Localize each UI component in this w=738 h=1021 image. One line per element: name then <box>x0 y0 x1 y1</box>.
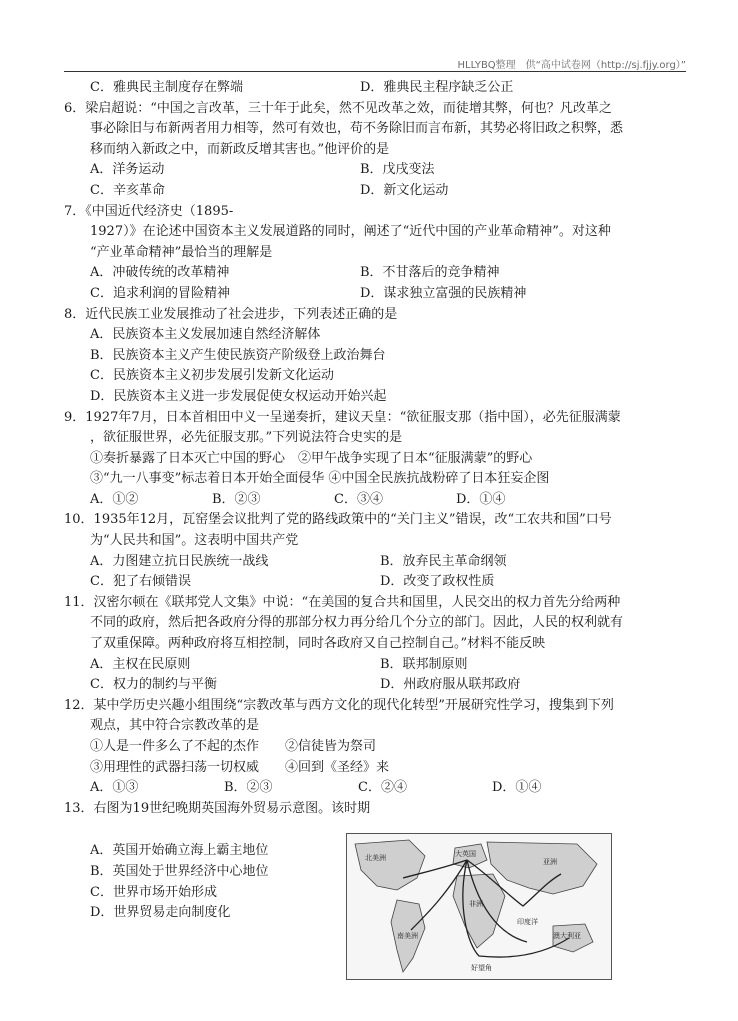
q11-stem-line: 11．汉密尔顿在《联邦党人文集》中说：“在美国的复合共和国里，人民交出的权力首先分给两种 <box>64 594 621 610</box>
question-6 <box>64 99 686 202</box>
q9-statements: ①奏折暴露了日本灭亡中国的野心 ②甲午战争实现了日本“征服满蒙”的野心 <box>90 450 533 466</box>
map-label-asia: 亚洲 <box>543 858 557 867</box>
map-label-north-america: 北美洲 <box>365 854 386 863</box>
q11-option-c: C．权力的制约与平衡 <box>90 677 217 693</box>
north-america-shape <box>355 840 425 890</box>
q6-option-b: B．戊戌变法 <box>360 162 435 178</box>
q7-stem-line: “产业革命精神”最恰当的理解是 <box>90 244 273 260</box>
q9-statements: ③“九一八事变”标志着日本开始全面侵华 ④中国全民族抗战粉碎了日本狂妄企图 <box>90 471 550 487</box>
q10-option-c: C．犯了右倾错误 <box>90 574 191 590</box>
map-label-cape-good-hope: 好望角 <box>471 964 492 973</box>
q13-option-a: A．英国开始确立海上霸主地位 <box>90 843 269 859</box>
trade-map-figure <box>346 833 612 980</box>
asia-shape <box>487 842 597 894</box>
q8-option-b: B．民族资本主义产生使民族资产阶级登上政治舞台 <box>90 347 386 363</box>
q5-option-c: C．雅典民主制度存在弊端 <box>90 80 243 95</box>
map-label-australia: 澳大利亚 <box>553 932 581 941</box>
q5-options-cd <box>64 78 686 99</box>
q6-stem-line: 移而纳入新政之中，而新政反增其害也。”他评价的是 <box>90 141 390 157</box>
q5-option-d: D．雅典民主程序缺乏公正 <box>360 80 514 95</box>
header-rule <box>64 71 686 72</box>
question-10 <box>64 510 686 592</box>
question-11 <box>64 593 686 696</box>
q12-stem-line: 12．某中学历史兴趣小组围绕“宗教改革与西方文化的现代化转型”开展研究性学习，搜集到下列 <box>64 697 614 713</box>
q11-option-a: A．主权在民原则 <box>90 656 191 672</box>
q11-option-b: B．联邦制原则 <box>380 656 468 672</box>
q10-option-b: B．放弃民主革命纲领 <box>380 553 507 569</box>
map-label-africa: 非洲 <box>469 900 483 909</box>
q7-stem-line: 1927）》在论述中国资本主义发展道路的同时，阐述了“近代中国的产业革命精神”。对这种 <box>90 224 611 240</box>
q12-option-c: C．②④ <box>358 780 407 796</box>
q7-option-c: C．追求利润的冒险精神 <box>90 285 230 301</box>
map-label-indian-ocean: 印度洋 <box>517 918 538 927</box>
q10-option-d: D．改变了政权性质 <box>380 574 495 590</box>
q11-stem-line: 不同的政府，然后把各政府分得的那部分权力再分给几个分立的部门。因此，人民的权利就有 <box>90 615 624 631</box>
q12-stem-line: 观点，其中符合宗教改革的是 <box>90 718 260 734</box>
q13-option-d: D．世界贸易走向制度化 <box>90 905 231 921</box>
q9-stem-line: 9．1927年7月，日本首相田中义一呈递奏折，建议天皇：“欲征服支那（指中国），必先征服满蒙 <box>64 409 621 425</box>
q6-option-d: D．新文化运动 <box>360 182 449 198</box>
q12-statements: ①人是一件多么了不起的杰作 ②信徒皆为祭司 <box>90 739 377 754</box>
q6-stem-line: 事必除旧与布新两者用力相等，然可有效也，苟不务除旧而言布新，其势必将旧政之积弊，悉 <box>90 121 624 137</box>
q13-stem: 13．右图为19世纪晚期英国海外贸易示意图。该时期 <box>64 800 371 816</box>
question-12 <box>64 696 686 799</box>
question-7 <box>64 202 686 305</box>
q12-option-b: B．②③ <box>224 780 273 796</box>
q12-option-a: A．①③ <box>90 780 139 796</box>
q7-option-d: D．谋求独立富强的民族精神 <box>360 285 527 301</box>
q12-option-d: D．①④ <box>492 780 542 796</box>
exam-content <box>64 78 686 983</box>
q6-stem-line: 6．梁启超说：“中国之言改革，三十年于此矣，然不见改革之效，而徒增其弊，何也？凡改革之 <box>64 100 612 116</box>
question-13 <box>64 799 686 984</box>
q8-option-c: C．民族资本主义初步发展引发新文化运动 <box>90 368 334 384</box>
q7-stem-line: 7．《中国近代经济史（1895- <box>64 203 234 219</box>
q10-stem-line: 10．1935年12月，瓦窑堡会议批判了党的路线政策中的“关门主义”错误，改“工农共和国”口号 <box>64 512 612 528</box>
q9-option-a: A．①② <box>90 491 139 507</box>
q10-option-a: A．力图建立抗日民族统一战线 <box>90 553 269 569</box>
q9-option-c: C．③④ <box>334 491 383 507</box>
q9-option-b: B．②③ <box>212 491 261 507</box>
trade-map-svg <box>347 834 611 979</box>
q11-option-d: D．州政府服从联邦政府 <box>380 677 521 693</box>
q7-option-a: A．冲破传统的改革精神 <box>90 265 230 281</box>
question-8 <box>64 305 686 408</box>
q11-stem-line: 了双重保障。两种政府将互相控制，同时各政府又自己控制自己。”材料不能反映 <box>90 636 546 652</box>
q8-stem: 8．近代民族工业发展推动了社会进步，下列表述正确的是 <box>64 306 398 322</box>
q12-statements: ③用理性的武器扫荡一切权威 ④回到《圣经》来 <box>90 759 390 775</box>
q8-option-d: D．民族资本主义进一步发展促使女权运动开始兴起 <box>90 388 387 404</box>
q9-stem-line: ，欲征服世界，必先征服支那。”下列说法符合史实的是 <box>90 430 403 446</box>
question-9 <box>64 408 686 511</box>
q10-stem-line: 为“人民共和国”。这表明中国共产党 <box>90 533 299 549</box>
map-label-britain: 大英国 <box>455 850 476 859</box>
q13-option-c: C．世界市场开始形成 <box>90 884 217 900</box>
q6-option-c: C．辛亥革命 <box>90 182 165 198</box>
q6-option-a: A．洋务运动 <box>90 162 165 178</box>
q13-option-b: B．英国处于世界经济中心地位 <box>90 863 269 879</box>
map-label-south-america: 南美洲 <box>397 932 418 941</box>
q9-option-d: D．①④ <box>456 491 506 507</box>
page-header: HLLYBQ整理 供“高中试卷网（http://sj.fjjy.org）” <box>457 60 686 71</box>
q8-option-a: A．民族资本主义发展加速自然经济解体 <box>90 327 321 343</box>
q7-option-b: B．不甘落后的竞争精神 <box>360 265 500 281</box>
